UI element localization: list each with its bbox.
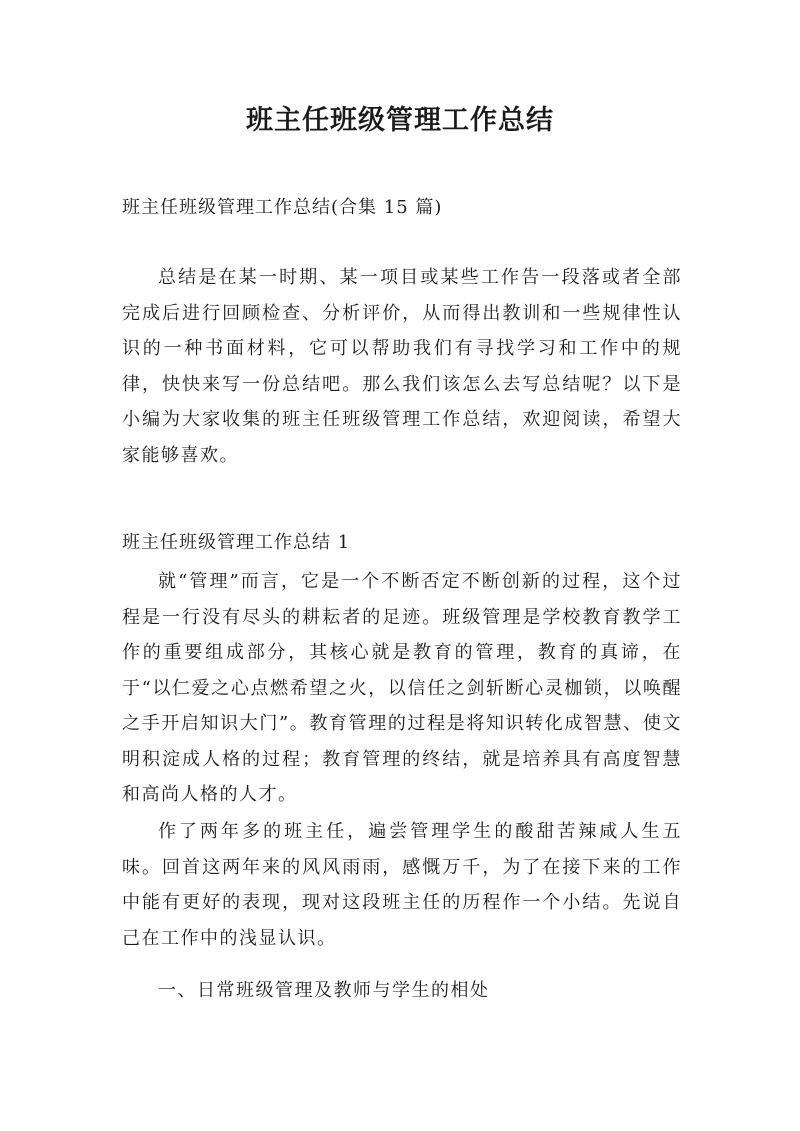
document-subtitle: 班主任班级管理工作总结(合集 15 篇) <box>122 197 443 218</box>
document-title: 班主任班级管理工作总结 <box>246 105 554 136</box>
body-paragraph-2: 作了两年多的班主任，遍尝管理学生的酸甜苦辣咸人生五味。回首这两年来的风风雨雨，感慨万千，为了在接下来的工作中能有更好的表现，现对这段班主任的历程作一个小结。先说自己在工作中的浅显认识。 <box>122 821 682 949</box>
sub-heading: 一、日常班级管理及教师与学生的相处 <box>158 980 490 1001</box>
body-paragraph-1: 就“管理”而言，它是一个不断否定不断创新的过程，这个过程是一行没有尽头的耕耘者的足迹。班级管理是学校教育教学工作的重要组成部分，其核心就是教育的管理，教育的真谛，在于“以仁爱之心点燃希望之火，以信任之剑斩断心灵枷锁，以唤醒之手开启知识大门”。教育管理的过程是将知识转化成智慧、使文明积淀成人格的过程；教育管理的终结，就是培养具有高度智慧和高尚人格的人才。 <box>122 571 682 805</box>
section-heading: 班主任班级管理工作总结 1 <box>122 532 351 553</box>
intro-paragraph: 总结是在某一时期、某一项目或某些工作告一段落或者全部完成后进行回顾检查、分析评价，从而得出教训和一些规律性认识的一种书面材料，它可以帮助我们有寻找学习和工作中的规律，快快来写一份总结吧。那么我们该怎么去写总结呢？以下是小编为大家收集的班主任班级管理工作总结，欢迎阅读，希望大家能够喜欢。 <box>122 267 682 466</box>
